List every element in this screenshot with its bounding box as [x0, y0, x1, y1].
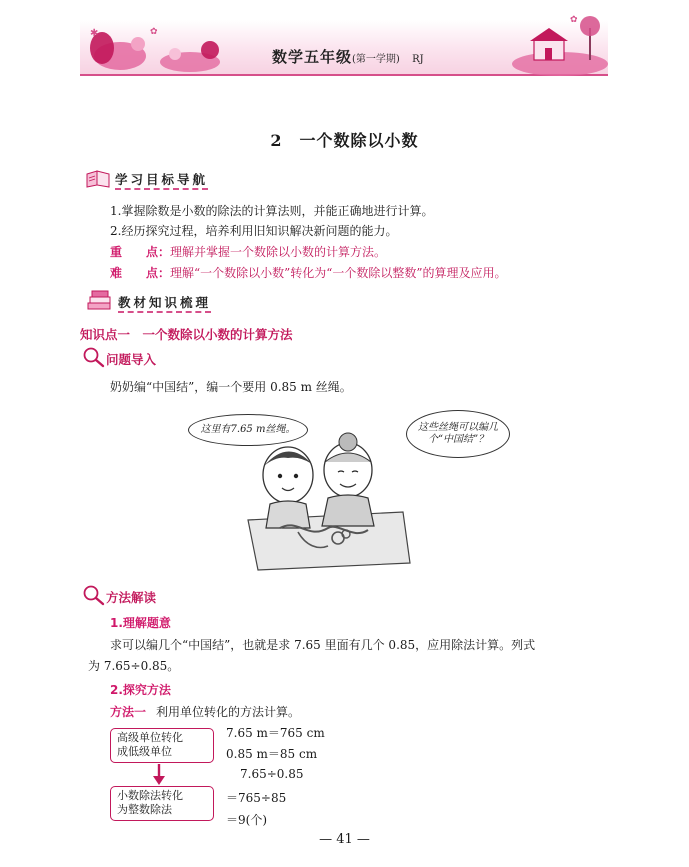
lesson-title: 2 一个数除以小数 — [270, 131, 419, 150]
speech-bubble-right: 这些丝绳可以编几个“中国结”？ — [406, 410, 510, 458]
step1-title: 1.理解题意 — [110, 616, 171, 630]
magnifier-icon — [82, 584, 106, 606]
difficult-point-line — [110, 264, 507, 281]
header-decoration-right — [500, 8, 608, 76]
key-point-label: 重 点： — [110, 245, 171, 259]
method1-label: 方法一 — [110, 705, 147, 719]
header-decoration-left — [80, 20, 240, 76]
calc-line: ＝9(个) — [226, 813, 267, 827]
method1-line — [110, 703, 300, 720]
flow-box-integer-division — [110, 786, 214, 821]
calc-line: 7.65 m＝765 cm — [226, 726, 325, 740]
objective-item: 2.经历探究过程，培养利用旧知识解决新问题的能力。 — [110, 224, 398, 238]
header-book-title: 数学五年级 — [272, 48, 353, 66]
method-heading: 方法解读 — [106, 590, 157, 605]
calc-line: ＝765÷85 — [226, 791, 287, 805]
key-point-text: 理解并掌握一个数除以小数的计算方法。 — [170, 245, 387, 259]
objectives-heading — [115, 170, 208, 188]
svg-text:✿: ✿ — [570, 15, 578, 25]
magnifier-icon — [82, 346, 106, 368]
illustration — [188, 400, 508, 580]
objectives-heading-text: 学习目标导航 — [115, 172, 208, 190]
stacked-books-icon — [85, 290, 113, 312]
knowledge-point-title: 知识点一 一个数除以小数的计算方法 — [80, 327, 293, 342]
flow-box-unit-conversion — [110, 728, 214, 763]
flow-box-line: 为整数除法 — [117, 803, 172, 817]
flow-box-line: 小数除法转化 — [117, 789, 183, 802]
flow-box-line: 高级单位转化 — [117, 731, 183, 744]
intro-text: 奶奶编“中国结”，编一个要用 0.85 m 丝绳。 — [110, 380, 352, 394]
svg-text:✿: ✿ — [150, 27, 158, 37]
calc-line: 7.65÷0.85 — [240, 767, 304, 781]
flow-box-line: 成低级单位 — [117, 745, 172, 759]
svg-text:✱: ✱ — [90, 28, 99, 39]
page-number: — 41 — — [319, 832, 370, 847]
header-term: (第一学期) — [352, 54, 400, 65]
knowledge-heading — [118, 293, 211, 311]
knowledge-heading-text: 教材知识梳理 — [118, 295, 211, 313]
method1-text: 利用单位转化的方法计算。 — [156, 705, 301, 719]
difficult-point-label: 难 点： — [110, 266, 171, 280]
header-title — [272, 46, 424, 67]
step1-line2: 为 7.65÷0.85。 — [88, 659, 180, 673]
down-arrow-icon — [151, 764, 167, 786]
step1-line1: 求可以编几个“中国结”，也就是求 7.65 里面有几个 0.85，应用除法计算。列式 — [110, 638, 536, 652]
intro-heading: 问题导入 — [106, 352, 157, 367]
key-point-line — [110, 243, 386, 260]
header-edition: RJ — [412, 54, 424, 65]
objective-item: 1.掌握除数是小数的除法的计算法则，并能正确地进行计算。 — [110, 204, 434, 218]
step2-title: 2.探究方法 — [110, 683, 171, 697]
difficult-point-text: 理解“一个数除以小数”转化为“一个数除以整数”的算理及应用。 — [170, 266, 507, 280]
speech-bubble-left: 这里有7.65 m丝绳。 — [188, 414, 308, 446]
book-icon — [85, 168, 111, 188]
calc-line: 0.85 m＝85 cm — [226, 747, 318, 761]
